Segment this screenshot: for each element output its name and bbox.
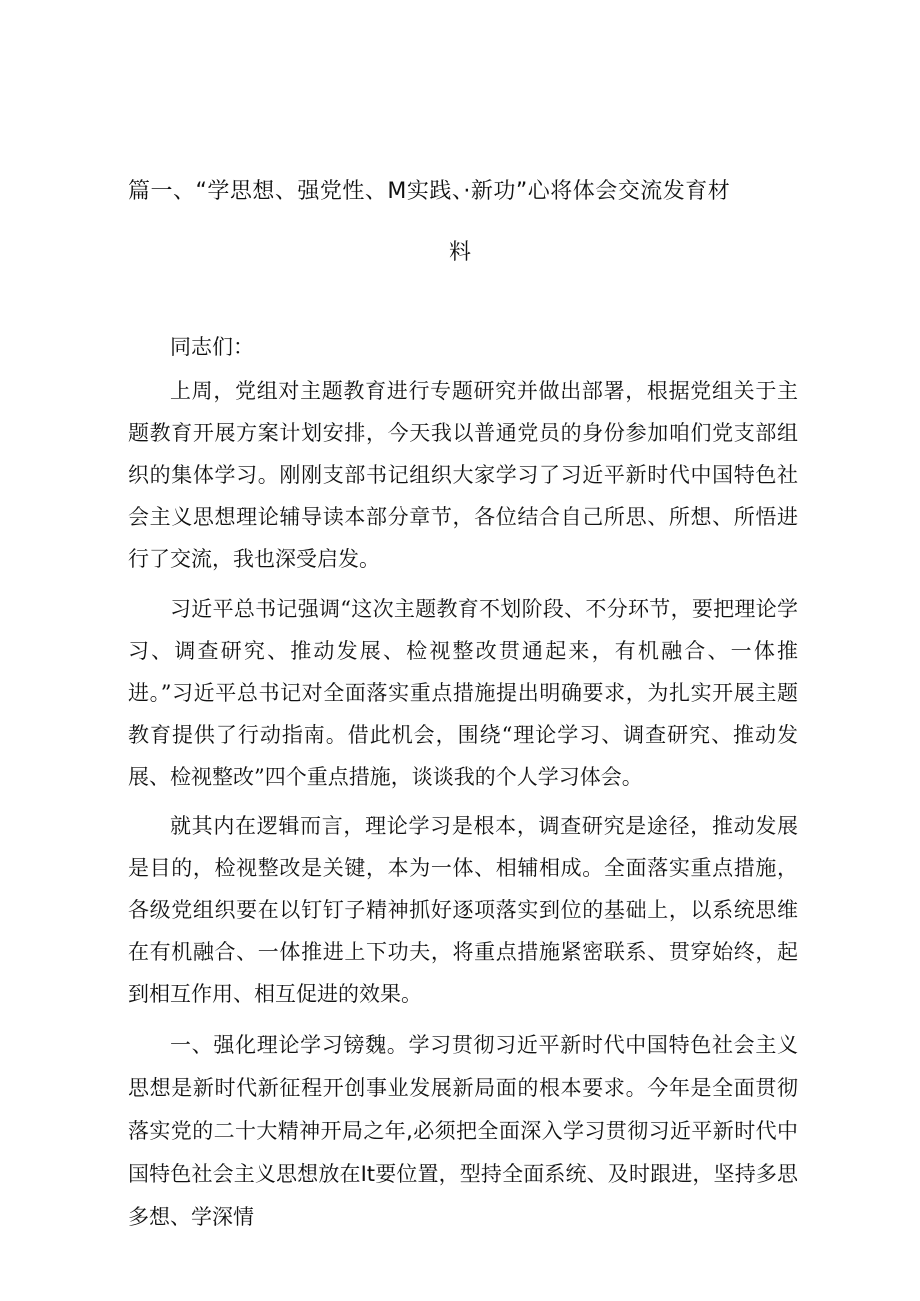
salutation: 同志们： [170, 335, 254, 359]
paragraph: 习近平总书记强调“这次主题教育不划阶段、不分环节，要把理论学习、调查研究、推动发展、检视整改贯通起来，有机融合、一体推进。”习近平总书记对全面落实重点措施提出明确要求，为扎实开展主题教育提供了行动指南。借此机会，围绕“理论学习、调查研究、推动发展、检视整改”四个重点措施，谈谈我的个人学习体会。 [128, 597, 798, 789]
paragraph: 上周，党组对主题教育进行专题研究并做出部署，根据党组关于主题教育开展方案计划安排，今天我以普通党员的身份参加咱们党支部组织的集体学习。刚刚支部书记组织大家学习了习近平新时代中国特色社会主义思想理论辅导读本部分章节，各位结合自己所思、所想、所悟进行了交流，我也深受启发。 [128, 379, 798, 571]
section-heading-paragraph: 一、强化理论学习镑魏。学习贯彻习近平新时代中国特色社会主义思想是新时代新征程开创事业发展新局面的根本要求。今年是全面贯彻落实党的二十大精神开局之年,必须把全面深入学习贯彻习近平新时代中国特色社会主义思想放在It要位置，型持全面系统、及时跟进，坚持多思多想、学深情 [128, 1033, 798, 1229]
document-title-continuation: 料 [448, 240, 471, 265]
document-title: 篇一、“学思想、强党性、M实践、·新功”心将体会交流发育材 [128, 179, 731, 204]
paragraph: 就其内在逻辑而言，理论学习是根本，调查研究是途径，推动发展是目的，检视整改是关键，本为一体、相辅相成。全面落实重点措施，各级党组织要在以钉钉子精神抓好逐项落实到位的基础上，以系统思维在有机融合、一体推进上下功夫，将重点措施紧密联系、贯穿始终，起到相互作用、相互促进的效果。 [128, 814, 798, 1006]
